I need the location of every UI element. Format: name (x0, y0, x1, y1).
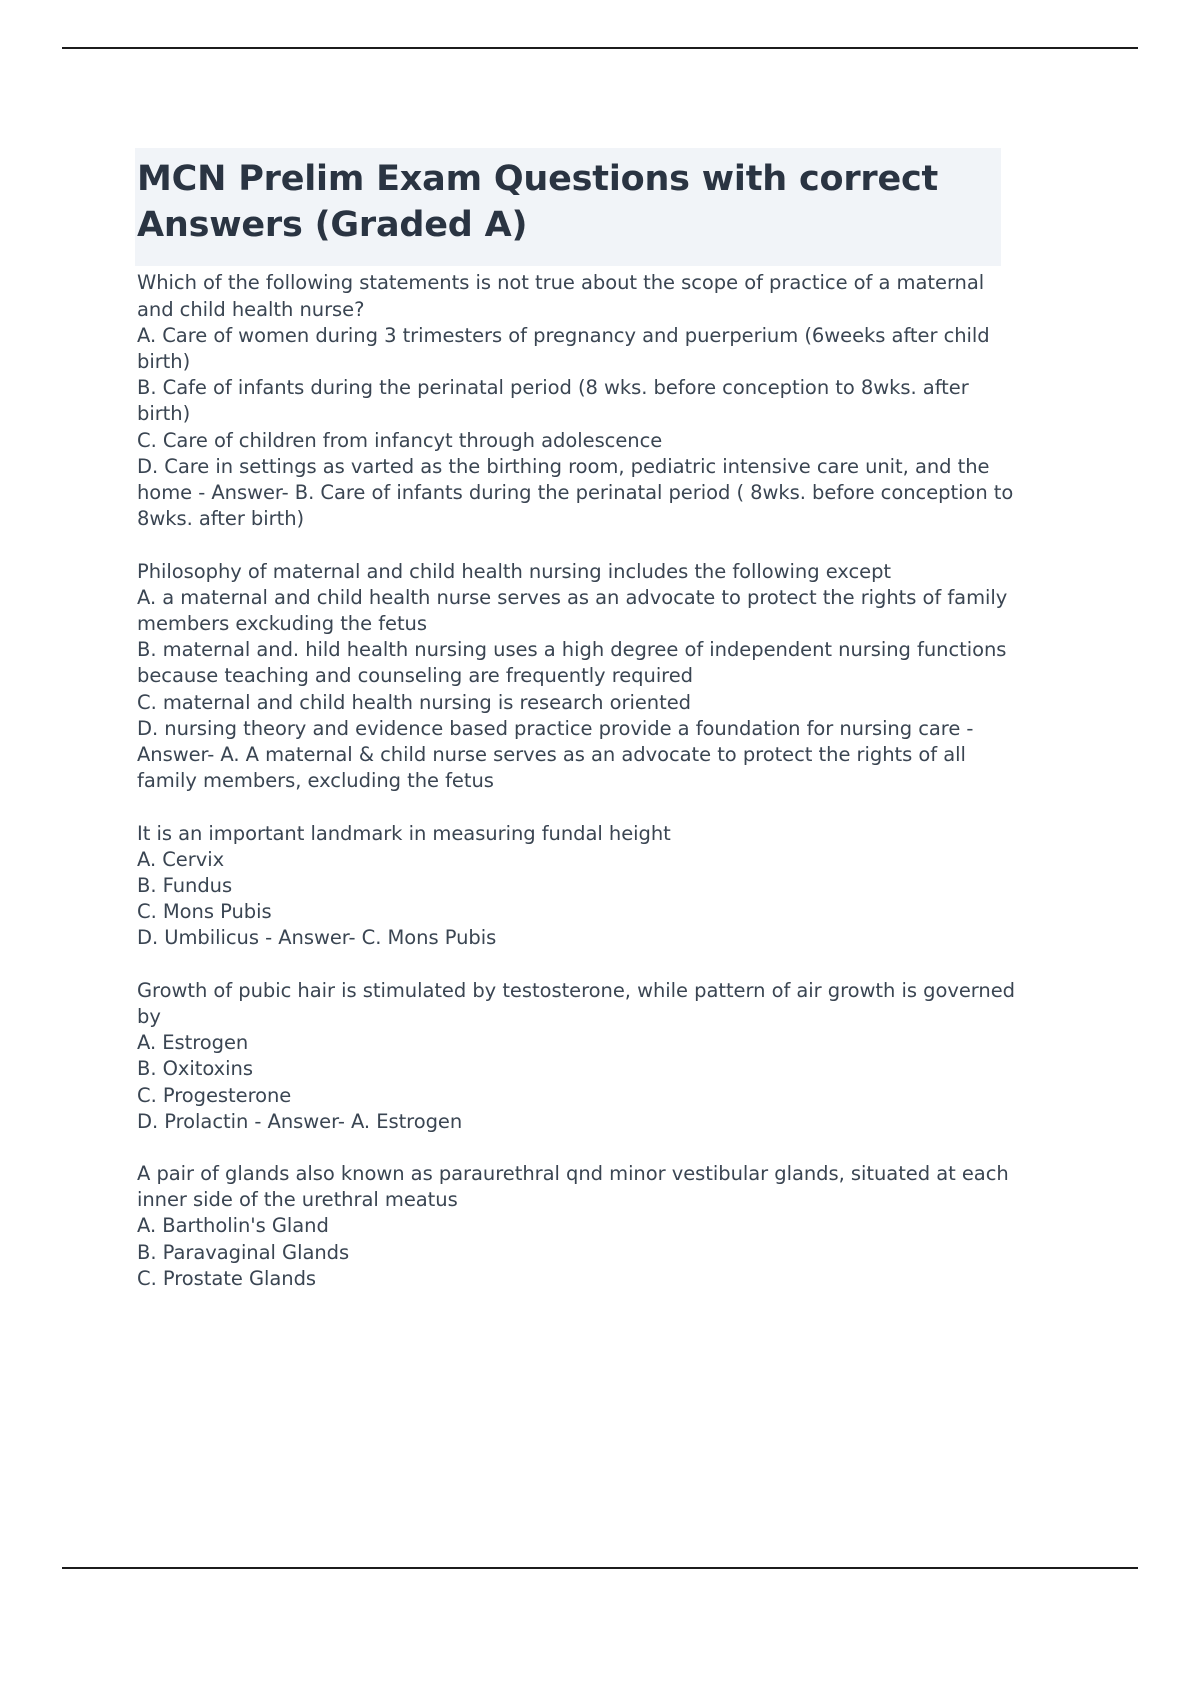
question-block (137, 559, 1017, 795)
question-stem: Philosophy of maternal and child health nursing includes the following except (137, 559, 891, 583)
document-content (137, 148, 1017, 1292)
option-b: B. Cafe of infants during the perinatal period (8 wks. before conception to 8wks. after birth) (137, 376, 969, 426)
question-stem: It is an important landmark in measuring fundal height (137, 821, 671, 845)
question-stem: A pair of glands also known as paraurethral qnd minor vestibular glands, situated at each inner side of the urethral meatus (137, 1161, 1009, 1212)
option-d-with-answer: D. Umbilicus - Answer- C. Mons Pubis (137, 926, 497, 950)
option-a: A. Care of women during 3 trimesters of pregnancy and puerperium (6weeks after child birth) (137, 323, 990, 374)
footer-rule (62, 1567, 1138, 1569)
question-block (137, 1161, 1017, 1292)
option-c: C. Prostate Glands (137, 1266, 317, 1290)
option-d-with-answer: D. nursing theory and evidence based practice provide a foundation for nursing care - Answer- A. A maternal & child nurse serves as an advocate to protect the rights of all family members, excluding the fetus (137, 716, 974, 793)
option-a: A. a maternal and child health nurse serves as an advocate to protect the rights of family members exckuding the fetus (137, 585, 1008, 635)
option-c: C. maternal and child health nursing is research oriented (137, 690, 691, 714)
option-c: C. Care of children from infancyt through adolescence (137, 428, 663, 452)
option-a: A. Estrogen (137, 1031, 249, 1055)
document-body (137, 270, 1017, 1292)
question-stem: Which of the following statements is not true about the scope of practice of a maternal and child health nurse? (137, 271, 985, 321)
option-b: B. maternal and. hild health nursing uses a high degree of independent nursing functions because teaching and counseling are frequently required (137, 638, 1007, 688)
option-c: C. Mons Pubis (137, 900, 272, 924)
question-block (137, 821, 1017, 952)
option-a: A. Bartholin's Gland (137, 1214, 329, 1238)
option-a: A. Cervix (137, 847, 225, 871)
page-title: MCN Prelim Exam Questions with correct Answers (Graded A) (137, 159, 939, 246)
option-b: B. Oxitoxins (137, 1057, 253, 1081)
question-block (137, 978, 1017, 1135)
option-b: B. Fundus (137, 873, 233, 897)
header-rule (62, 47, 1138, 49)
option-c: C. Progesterone (137, 1083, 292, 1107)
option-b: B. Paravaginal Glands (137, 1240, 350, 1264)
title-band (135, 148, 1001, 266)
option-d-with-answer: D. Care in settings as varted as the birthing room, pediatric intensive care unit, and the home - Answer- B. Care of infants during the perinatal period ( 8wks. before conception to 8wks. after birth) (137, 454, 1014, 531)
option-d-with-answer: D. Prolactin - Answer- A. Estrogen (137, 1109, 463, 1133)
question-block (137, 270, 1017, 532)
question-stem: Growth of pubic hair is stimulated by testosterone, while pattern of air growth is governed by (137, 978, 1015, 1028)
